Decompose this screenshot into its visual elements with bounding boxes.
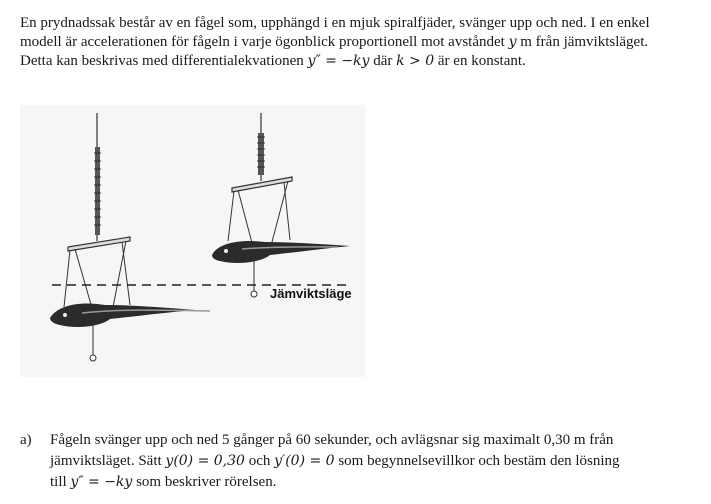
right-bird-eye bbox=[224, 249, 228, 253]
intro-line-1 bbox=[20, 14, 700, 33]
intro-text bbox=[20, 14, 700, 71]
intro-line-1-text: En prydnadssak består av en fågel som, upphängd i en mjuk spiralfjäder, svänger upp och ned. I en enkel bbox=[20, 15, 650, 31]
question-line-1-text: Fågeln svänger upp och ned 5 gånger på 60 sekunder, och avlägsnar sig maximalt 0,30 m från bbox=[50, 432, 614, 448]
figure-background bbox=[20, 105, 365, 377]
left-weight bbox=[90, 355, 96, 361]
right-spring bbox=[258, 133, 264, 175]
right-weight bbox=[251, 291, 257, 297]
equilibrium-label: Jämviktsläge bbox=[270, 286, 352, 301]
question-line-2-text-a: jämviktsläget. Sätt bbox=[50, 453, 166, 469]
intro-line-3-text-b: där bbox=[369, 53, 397, 69]
question-body bbox=[50, 430, 700, 493]
left-bird-eye bbox=[63, 313, 67, 317]
question-line-3-text-a: till bbox=[50, 474, 71, 490]
question-label: a) bbox=[20, 432, 32, 448]
initial-condition-velocity: y′(0) = 0 bbox=[274, 453, 335, 469]
intro-line-2 bbox=[20, 33, 700, 52]
intro-line-3-text-c: är en konstant. bbox=[434, 53, 526, 69]
question-a bbox=[20, 430, 700, 493]
intro-line-3-text-a: Detta kan beskrivas med differentialekvationen bbox=[20, 53, 308, 69]
k-condition: k > 0 bbox=[396, 53, 435, 69]
question-line-3 bbox=[50, 472, 700, 493]
question-line-2 bbox=[50, 451, 700, 472]
question-line-2-text-c: som begynnelsevillkor och bestäm den lösning bbox=[334, 453, 620, 469]
question-line-2-text-b: och bbox=[244, 453, 275, 469]
intro-line-3 bbox=[20, 52, 700, 71]
variable-y: y bbox=[508, 34, 517, 50]
intro-line-2-text-b: m från jämviktsläget. bbox=[516, 34, 649, 50]
bird-spring-figure bbox=[20, 105, 365, 377]
bird-spring-illustration bbox=[20, 105, 365, 377]
left-spring bbox=[95, 147, 100, 235]
initial-condition-position: y(0) = 0,30 bbox=[165, 453, 245, 469]
question-line-1 bbox=[50, 430, 700, 451]
differential-equation: y″ = −ky bbox=[307, 53, 370, 69]
intro-line-2-text-a: modell är accelerationen för fågeln i varje ögonblick proportionell mot avståndet bbox=[20, 34, 509, 50]
question-equation: y″ = −ky bbox=[70, 474, 133, 490]
question-line-3-text-b: som beskriver rörelsen. bbox=[132, 474, 277, 490]
